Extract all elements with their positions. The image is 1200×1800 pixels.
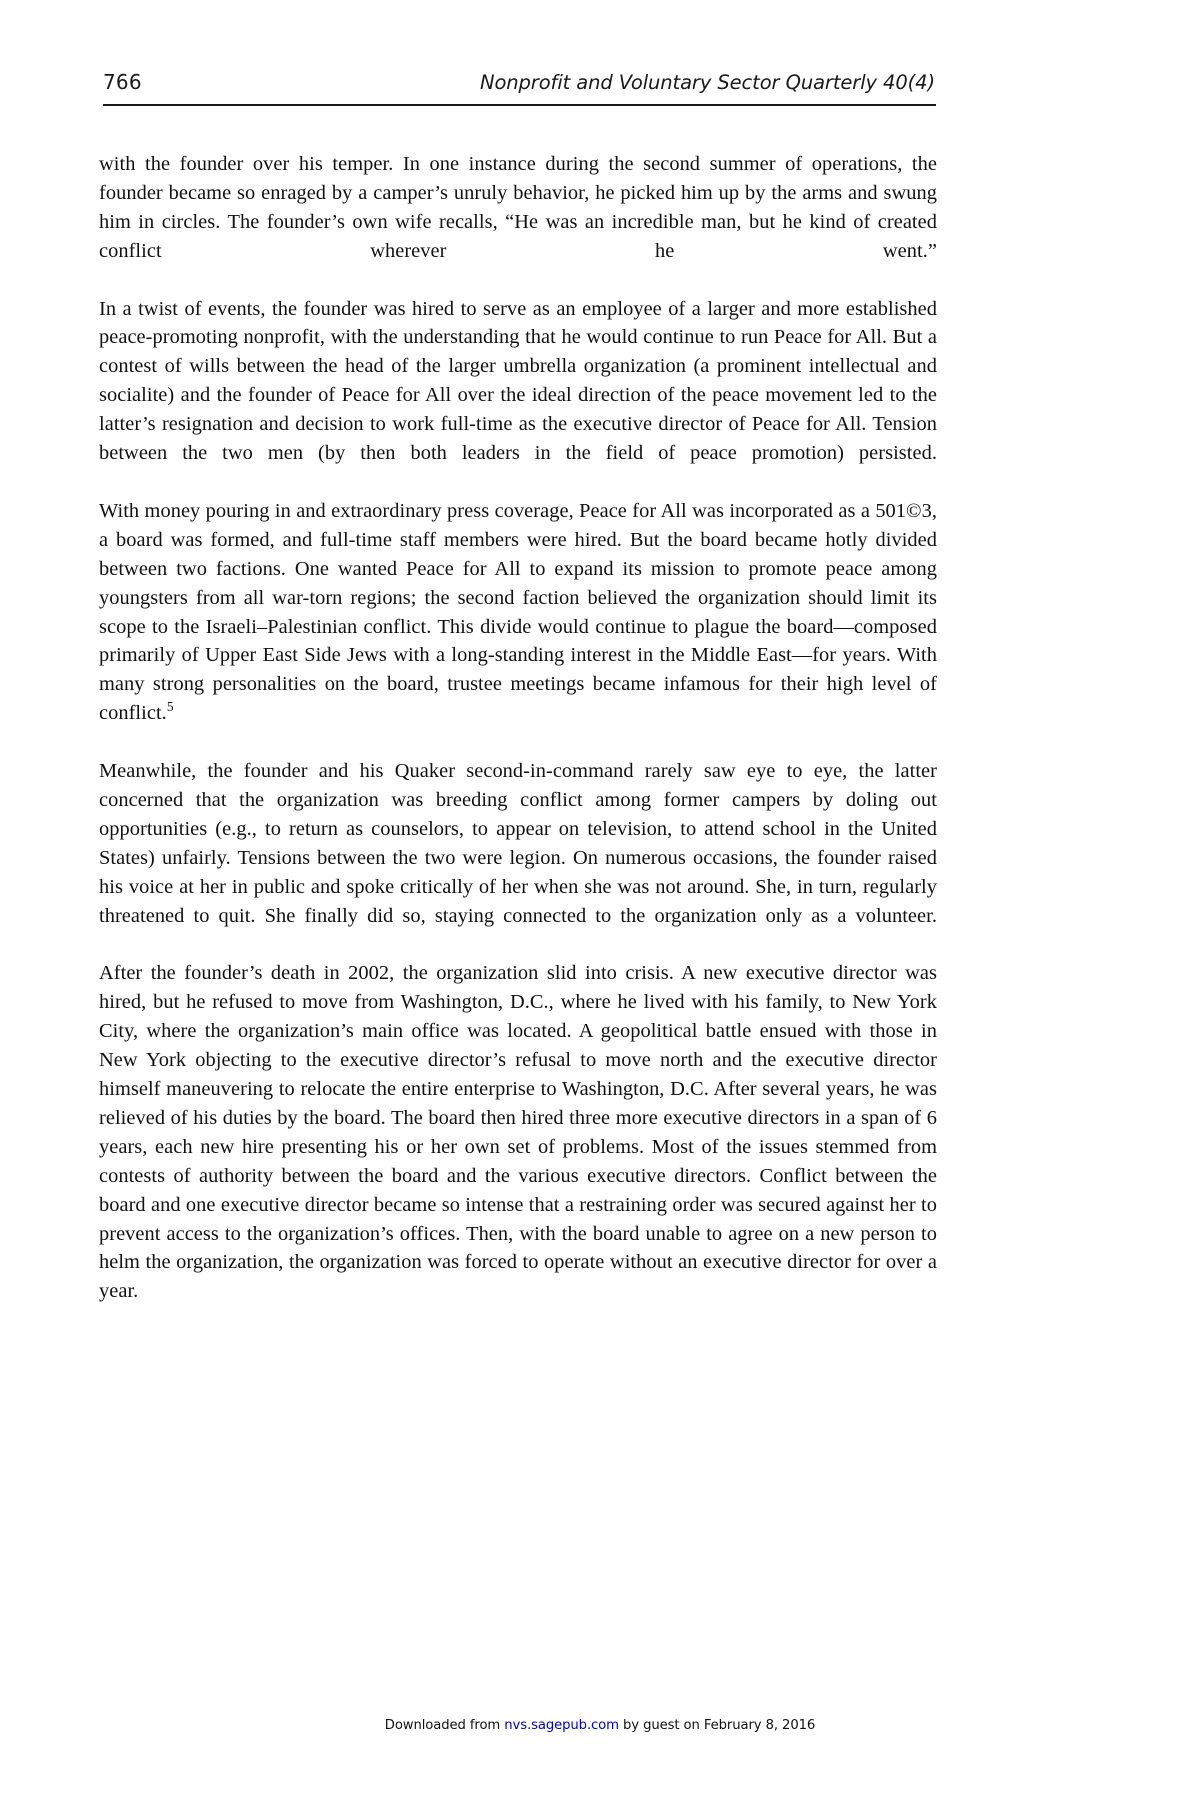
paragraph-1: with the founder over his temper. In one instance during the second summer of operations, the founder became so enraged by a camper’s unruly behavior, he picked him up by the arms and swung him in circles. The founder’s own wife recalls, “He was an incredible man, but he kind of created conflict wherever he went.” (99, 153, 937, 262)
sagepub-link[interactable]: nvs.sagepub.com (504, 1718, 619, 1733)
page-number: 766 (103, 70, 142, 94)
journal-title: Nonprofit and Voluntary Sector Quarterly 40(4) (479, 71, 935, 94)
body-text-column (99, 150, 937, 1335)
paragraph-5: After the founder’s death in 2002, the organization slid into crisis. A new executive director was hired, but he refused to move from Washington, D.C., where he lived with his family, to New York City, where the organization’s main office was located. A geopolitical battle ensued with those in New York objecting to the executive director’s refusal to move north and the executive director himself maneuvering to relocate the entire enterprise to Washington, D.C. After several years, he was relieved of his duties by the board. The board then hired three more executive directors in a span of 6 years, each new hire presenting his or her own set of problems. Most of the issues stemmed from contests of authority between the board and the various executive directors. Conflict between the board and one executive director became so intense that a restraining order was secured against her to prevent access to the organization’s offices. Then, with the board unable to agree on a new person to helm the organization, the organization was forced to operate without an executive director for over a year. (99, 962, 937, 1303)
paragraph-3 (99, 497, 937, 757)
footnote-marker: 5 (166, 699, 174, 715)
footer-suffix: by guest on February 8, 2016 (618, 1718, 816, 1733)
paragraph-2: In a twist of events, the founder was hired to serve as an employee of a larger and more established peace-promoting nonprofit, with the understanding that he would continue to run Peace for All. But a contest of wills between the head of the larger umbrella organization (a prominent intellectual and socialite) and the founder of Peace for All over the ideal direction of the peace movement led to the latter’s resignation and decision to work full-time as the executive director of Peace for All. Tension between the two men (by then both leaders in the field of peace promotion) persisted. (99, 297, 937, 465)
page-footer (0, 1718, 1200, 1733)
paragraph-4: Meanwhile, the founder and his Quaker second-in-command rarely saw eye to eye, the latter concerned that the organization was breeding conflict among former campers by doling out opportunities (e.g., to return as counselors, to appear on television, to attend school in the United States) unfairly. Tensions between the two were legion. On numerous occasions, the founder raised his voice at her in public and spoke critically of her when she was not around. She, in turn, regularly threatened to quit. She finally did so, staying connected to the organization only as a volunteer. (99, 760, 937, 927)
paragraph-3-text: With money pouring in and extraordinary press coverage, Peace for All was incorporated as a 501©3, a board was formed, and full-time staff members were hired. But the board became hotly divided between two factions. One wanted Peace for All to expand its mission to promote peace among youngsters from all war-torn regions; the second faction believed the organization should limit its scope to the Israeli–Palestinian conflict. This divide would continue to plague the board—composed primarily of Upper East Side Jews with a long-standing interest in the Middle East—for years. With many strong personalities on the board, trustee meetings became infamous for their high level of conflict. (99, 499, 937, 725)
header-rule (103, 104, 936, 106)
running-head (103, 70, 935, 94)
footer-prefix: Downloaded from (384, 1718, 505, 1733)
